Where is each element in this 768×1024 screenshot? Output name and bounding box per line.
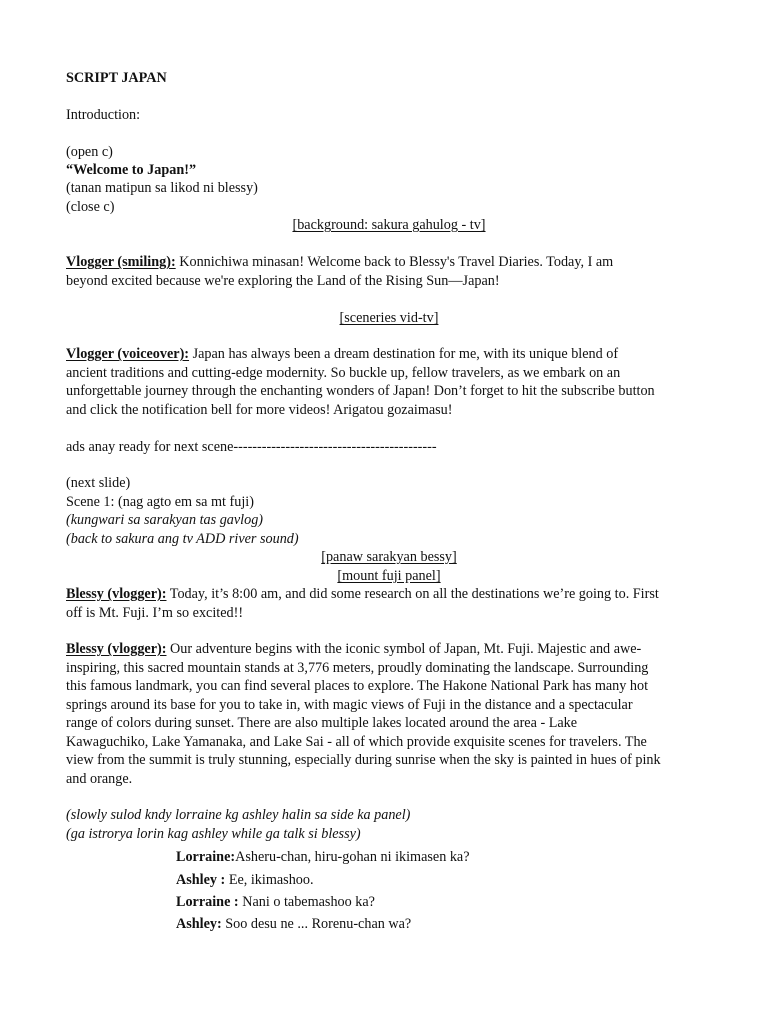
- blessy-1-line-1: [66, 585, 659, 603]
- panaw-note: [0, 548, 768, 566]
- blessy-2-line-5: range of colors during sunset. There are also multiple lakes located around the area - Lake: [66, 715, 578, 731]
- dialogue-line-3: [176, 893, 375, 911]
- scene-1-heading: Scene 1: (nag agto em sa mt fuji): [66, 494, 254, 510]
- speaker-label: Ashley :: [176, 872, 226, 888]
- dialogue-text: Nani o tabemashoo ka?: [238, 894, 375, 910]
- vlogger-voiceover-line-3: unforgettable journey through the enchanting wonders of Japan! Don’t forget to hit the subscribe button: [66, 383, 655, 399]
- dialogue-text: Soo desu ne ... Rorenu-chan wa?: [221, 916, 412, 932]
- blessy-2-line-3: this famous landmark, you can find several places to explore. The Hakone National Park has many hot: [66, 678, 649, 694]
- stage-direction-tanan: (tanan matipun sa likod ni blessy): [66, 180, 258, 196]
- vlogger-smiling-line-2: beyond excited because we're exploring the Land of the Rising Sun—Japan!: [66, 273, 500, 289]
- dialogue-line-4: [176, 915, 411, 933]
- ads-line: ads anay ready for next scene-------------------------------------------: [66, 439, 437, 455]
- speaker-label: Vlogger (smiling):: [66, 254, 176, 270]
- speaker-label: Blessy (vlogger):: [66, 641, 167, 657]
- speaker-label: Ashley:: [176, 916, 222, 932]
- stage-direction-close: (close c): [66, 199, 115, 215]
- blessy-2-line-8: and orange.: [66, 771, 133, 787]
- speaker-label: Lorraine :: [176, 894, 239, 910]
- dialogue-line-2: [176, 871, 314, 889]
- stage-direction-kungwari: (kungwari sa sarakyan tas gavlog): [66, 512, 264, 528]
- stage-direction-istrorya: (ga istrorya lorin kag ashley while ga talk si blessy): [66, 826, 361, 842]
- stage-direction-back-to-sakura: (back to sakura ang tv ADD river sound): [66, 531, 299, 547]
- dialogue-text: Konnichiwa minasan! Welcome back to Blessy's Travel Diaries. Today, I am: [175, 254, 614, 270]
- sceneries-note-text: [sceneries vid-tv]: [339, 310, 439, 326]
- introduction-label: Introduction:: [66, 107, 141, 123]
- background-note: [0, 216, 768, 234]
- blessy-2-line-2: inspiring, this sacred mountain stands at 3,776 meters, proudly dominating the landscape. Surrounding: [66, 660, 649, 676]
- dialogue-text: Asheru-chan, hiru-gohan ni ikimasen ka?: [235, 849, 470, 865]
- stage-direction-open: (open c): [66, 144, 113, 160]
- stage-direction-slowly: (slowly sulod kndy lorraine kg ashley halin sa side ka panel): [66, 807, 411, 823]
- vlogger-smiling-line-1: [66, 253, 613, 271]
- blessy-1-line-2: off is Mt. Fuji. I’m so excited!!: [66, 605, 244, 621]
- blessy-2-line-1: [66, 640, 641, 658]
- document-title: SCRIPT JAPAN: [66, 70, 167, 86]
- dialogue-text: Today, it’s 8:00 am, and did some research on all the destinations we’re going to. First: [166, 586, 659, 602]
- dialogue-text: Our adventure begins with the iconic symbol of Japan, Mt. Fuji. Majestic and awe-: [166, 641, 642, 657]
- speaker-label: Blessy (vlogger):: [66, 586, 167, 602]
- dialogue-text: Japan has always been a dream destination for me, with its unique blend of: [189, 346, 619, 362]
- blessy-2-line-4: springs around its base for you to take in, with magic views of Fuji in the distance and a spectacular: [66, 697, 633, 713]
- vlogger-voiceover-line-2: ancient traditions and cutting-edge modernity. So buckle up, fellow travelers, as we embark on an: [66, 365, 621, 381]
- vlogger-voiceover-line-4: and click the notification bell for more videos! Arigatou gozaimasu!: [66, 402, 453, 418]
- blessy-2-line-6: Kawaguchiko, Lake Yamanaka, and Lake Sai - all of which provide exquisite scenes for travelers. The: [66, 734, 647, 750]
- sceneries-note: [0, 309, 768, 327]
- blessy-2-line-7: view from the summit is truly stunning, especially during sunrise when the sky is painted in hues of pink: [66, 752, 661, 768]
- mount-fuji-note-text: [mount fuji panel]: [337, 568, 441, 584]
- panaw-note-text: [panaw sarakyan bessy]: [321, 549, 457, 565]
- speaker-label: Lorraine:: [176, 849, 236, 865]
- speaker-label: Vlogger (voiceover):: [66, 346, 190, 362]
- background-note-text: [background: sakura gahulog - tv]: [292, 217, 486, 233]
- vlogger-voiceover-line-1: [66, 345, 618, 363]
- welcome-line: “Welcome to Japan!”: [66, 162, 197, 178]
- dialogue-text: Ee, ikimashoo.: [225, 872, 314, 888]
- dialogue-line-1: [176, 848, 470, 866]
- next-slide: (next slide): [66, 475, 131, 491]
- mount-fuji-note: [0, 567, 768, 585]
